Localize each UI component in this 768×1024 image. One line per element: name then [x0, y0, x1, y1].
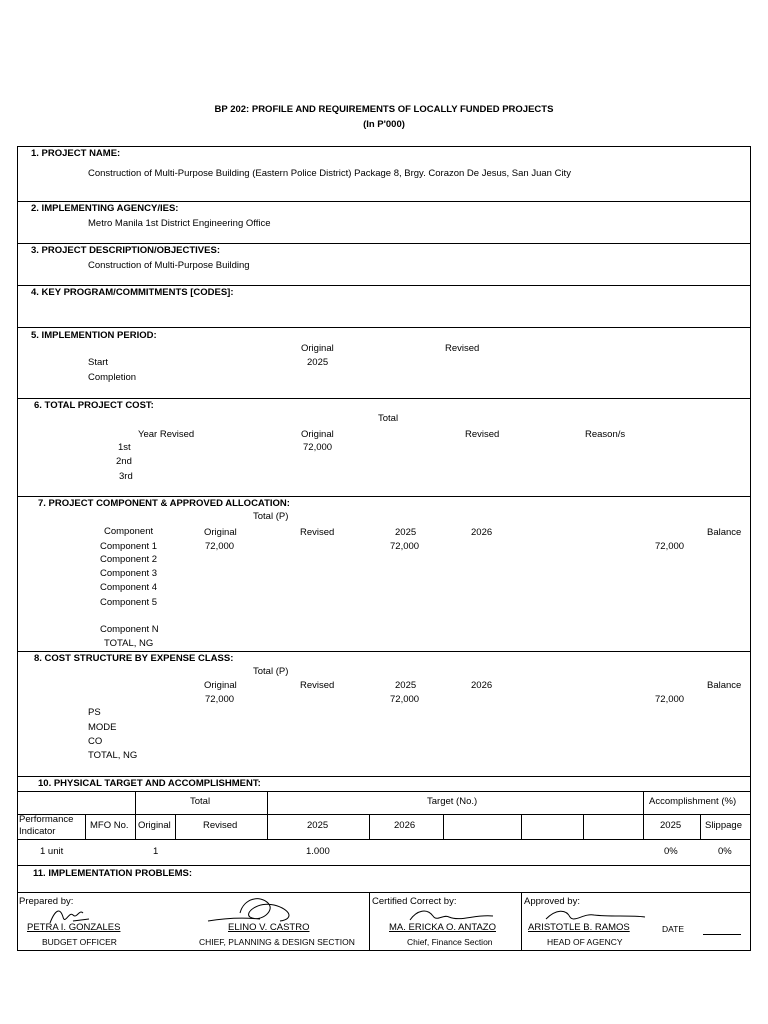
table-line — [267, 791, 268, 839]
target-total-header: Total — [190, 796, 211, 807]
table-line — [443, 814, 444, 839]
divider — [17, 651, 751, 652]
cost-row-label: 2nd — [116, 456, 132, 467]
mfo-no-header: MFO No. — [90, 820, 129, 831]
table-line — [583, 814, 584, 839]
expense-row-label: MODE — [88, 722, 117, 733]
table-line — [369, 814, 370, 839]
date-line — [703, 934, 741, 935]
target-2026-header: 2026 — [394, 820, 416, 831]
implementation-period-label: 5. IMPLEMENTION PERIOD: — [31, 330, 157, 341]
signatory-name: MA. ERICKA O. ANTAZO — [389, 922, 496, 933]
table-line — [175, 814, 176, 839]
implementing-agency-label: 2. IMPLEMENTING AGENCY/IES: — [31, 203, 179, 214]
component-row-label: Component 3 — [100, 568, 158, 579]
expense-row-label: TOTAL, NG — [88, 750, 138, 761]
signatory-title: Chief, Finance Section — [407, 937, 493, 947]
component-balance-header: Balance — [707, 527, 742, 538]
component-2026-header: 2026 — [471, 527, 493, 538]
table-line — [85, 814, 86, 839]
approved-by-label: Approved by: — [524, 896, 580, 907]
expense-original-header: Original — [204, 680, 237, 691]
table-line — [17, 791, 751, 792]
component-row-label: Component 1 — [100, 541, 158, 552]
signatory-title: CHIEF, PLANNING & DESIGN SECTION — [199, 937, 355, 947]
signatory-name: ARISTOTLE B. RAMOS — [528, 922, 630, 933]
target-row-indicator: 1 unit — [40, 846, 64, 857]
component-row-label: Component 5 — [100, 597, 158, 608]
project-description-label: 3. PROJECT DESCRIPTION/OBJECTIVES: — [31, 245, 220, 256]
implementing-agency-value: Metro Manila 1st District Engineering Office — [88, 218, 271, 229]
table-line — [643, 791, 644, 839]
component-row-label: Component 4 — [100, 582, 158, 593]
target-row-2025: 1.000 — [306, 846, 330, 857]
divider — [17, 398, 751, 399]
component-original-header: Original — [204, 527, 237, 538]
divider — [17, 201, 751, 202]
table-line — [17, 814, 751, 815]
table-line — [17, 865, 751, 866]
expense-balance-value: 72,000 — [655, 694, 685, 705]
project-description-value: Construction of Multi-Purpose Building — [88, 260, 250, 271]
prepared-by-label: Prepared by: — [19, 896, 74, 907]
date-label: DATE — [662, 924, 685, 934]
table-line — [17, 839, 751, 840]
component-row-label: Component 2 — [100, 554, 158, 565]
table-line — [700, 814, 701, 839]
component-row-balance: 72,000 — [655, 541, 685, 552]
component-row-2025: 72,000 — [390, 541, 420, 552]
table-line — [135, 791, 136, 839]
cost-row-label: 3rd — [119, 471, 133, 482]
target-2025-header: 2025 — [307, 820, 329, 831]
expense-row-label: CO — [88, 736, 103, 747]
project-name-value: Construction of Multi-Purpose Building (Eastern Police District) Package 8, Brgy. Corazon De Jesus, San Juan City — [88, 168, 571, 179]
cost-revised-header: Revised — [465, 429, 500, 440]
period-start-original: 2025 — [307, 357, 329, 368]
cost-original-header: Original — [301, 429, 334, 440]
cost-row-original: 72,000 — [303, 442, 333, 453]
period-completion-label: Completion — [88, 372, 137, 383]
page-title: BP 202: PROFILE AND REQUIREMENTS OF LOCALLY FUNDED PROJECTS — [214, 104, 554, 115]
page-subtitle: (In P'000) — [363, 119, 405, 130]
accomplishment-header: Accomplishment (%) — [649, 796, 737, 807]
target-original-header: Original — [138, 820, 171, 831]
expense-2025-value: 72,000 — [390, 694, 420, 705]
period-original-header: Original — [301, 343, 334, 354]
component-n-label: Component N — [100, 624, 159, 635]
signature-divider — [369, 892, 370, 951]
divider — [17, 776, 751, 777]
component-total-header: Total (P) — [253, 511, 289, 522]
cost-structure-label: 8. COST STRUCTURE BY EXPENSE CLASS: — [34, 653, 234, 664]
expense-revised-header: Revised — [300, 680, 335, 691]
cost-row-label: 1st — [118, 442, 131, 453]
cost-year-revised-header: Year Revised — [138, 429, 195, 440]
cost-reasons-header: Reason/s — [585, 429, 626, 440]
signature-divider — [521, 892, 522, 951]
target-no-header: Target (No.) — [427, 796, 478, 807]
signatory-name: PETRA I. GONZALES — [27, 922, 121, 933]
expense-total-header: Total (P) — [253, 666, 289, 677]
divider — [17, 243, 751, 244]
slippage-header: Slippage — [705, 820, 742, 831]
table-line — [521, 814, 522, 839]
accomplishment-2025-header: 2025 — [660, 820, 682, 831]
key-program-label: 4. KEY PROGRAM/COMMITMENTS [CODES]: — [31, 287, 234, 298]
table-line — [17, 892, 751, 893]
performance-indicator-header: Performance Indicator — [19, 814, 74, 837]
expense-original-value: 72,000 — [205, 694, 235, 705]
component-header: Component — [104, 526, 154, 537]
component-2025-header: 2025 — [395, 527, 417, 538]
certified-by-label: Certified Correct by: — [372, 896, 457, 907]
divider — [17, 327, 751, 328]
project-component-label: 7. PROJECT COMPONENT & APPROVED ALLOCATION: — [38, 498, 290, 509]
expense-2026-header: 2026 — [471, 680, 493, 691]
component-row-original: 72,000 — [205, 541, 235, 552]
signatory-title: HEAD OF AGENCY — [547, 937, 623, 947]
component-revised-header: Revised — [300, 527, 335, 538]
cost-total-header: Total — [378, 413, 399, 424]
project-name-label: 1. PROJECT NAME: — [31, 148, 121, 159]
expense-row-label: PS — [88, 707, 101, 718]
target-row-slippage: 0% — [718, 846, 732, 857]
expense-2025-header: 2025 — [395, 680, 417, 691]
implementation-problems-label: 11. IMPLEMENTATION PROBLEMS: — [33, 868, 193, 879]
expense-balance-header: Balance — [707, 680, 742, 691]
divider — [17, 285, 751, 286]
divider — [17, 496, 751, 497]
physical-target-label: 10. PHYSICAL TARGET AND ACCOMPLISHMENT: — [38, 778, 261, 789]
target-row-original: 1 — [153, 846, 159, 857]
target-revised-header: Revised — [203, 820, 238, 831]
period-revised-header: Revised — [445, 343, 480, 354]
signatory-title: BUDGET OFFICER — [42, 937, 117, 947]
period-start-label: Start — [88, 357, 109, 368]
target-row-accomplishment: 0% — [664, 846, 678, 857]
component-total-ng: TOTAL, NG — [104, 638, 154, 649]
total-project-cost-label: 6. TOTAL PROJECT COST: — [34, 400, 154, 411]
signatory-name: ELINO V. CASTRO — [228, 922, 310, 933]
